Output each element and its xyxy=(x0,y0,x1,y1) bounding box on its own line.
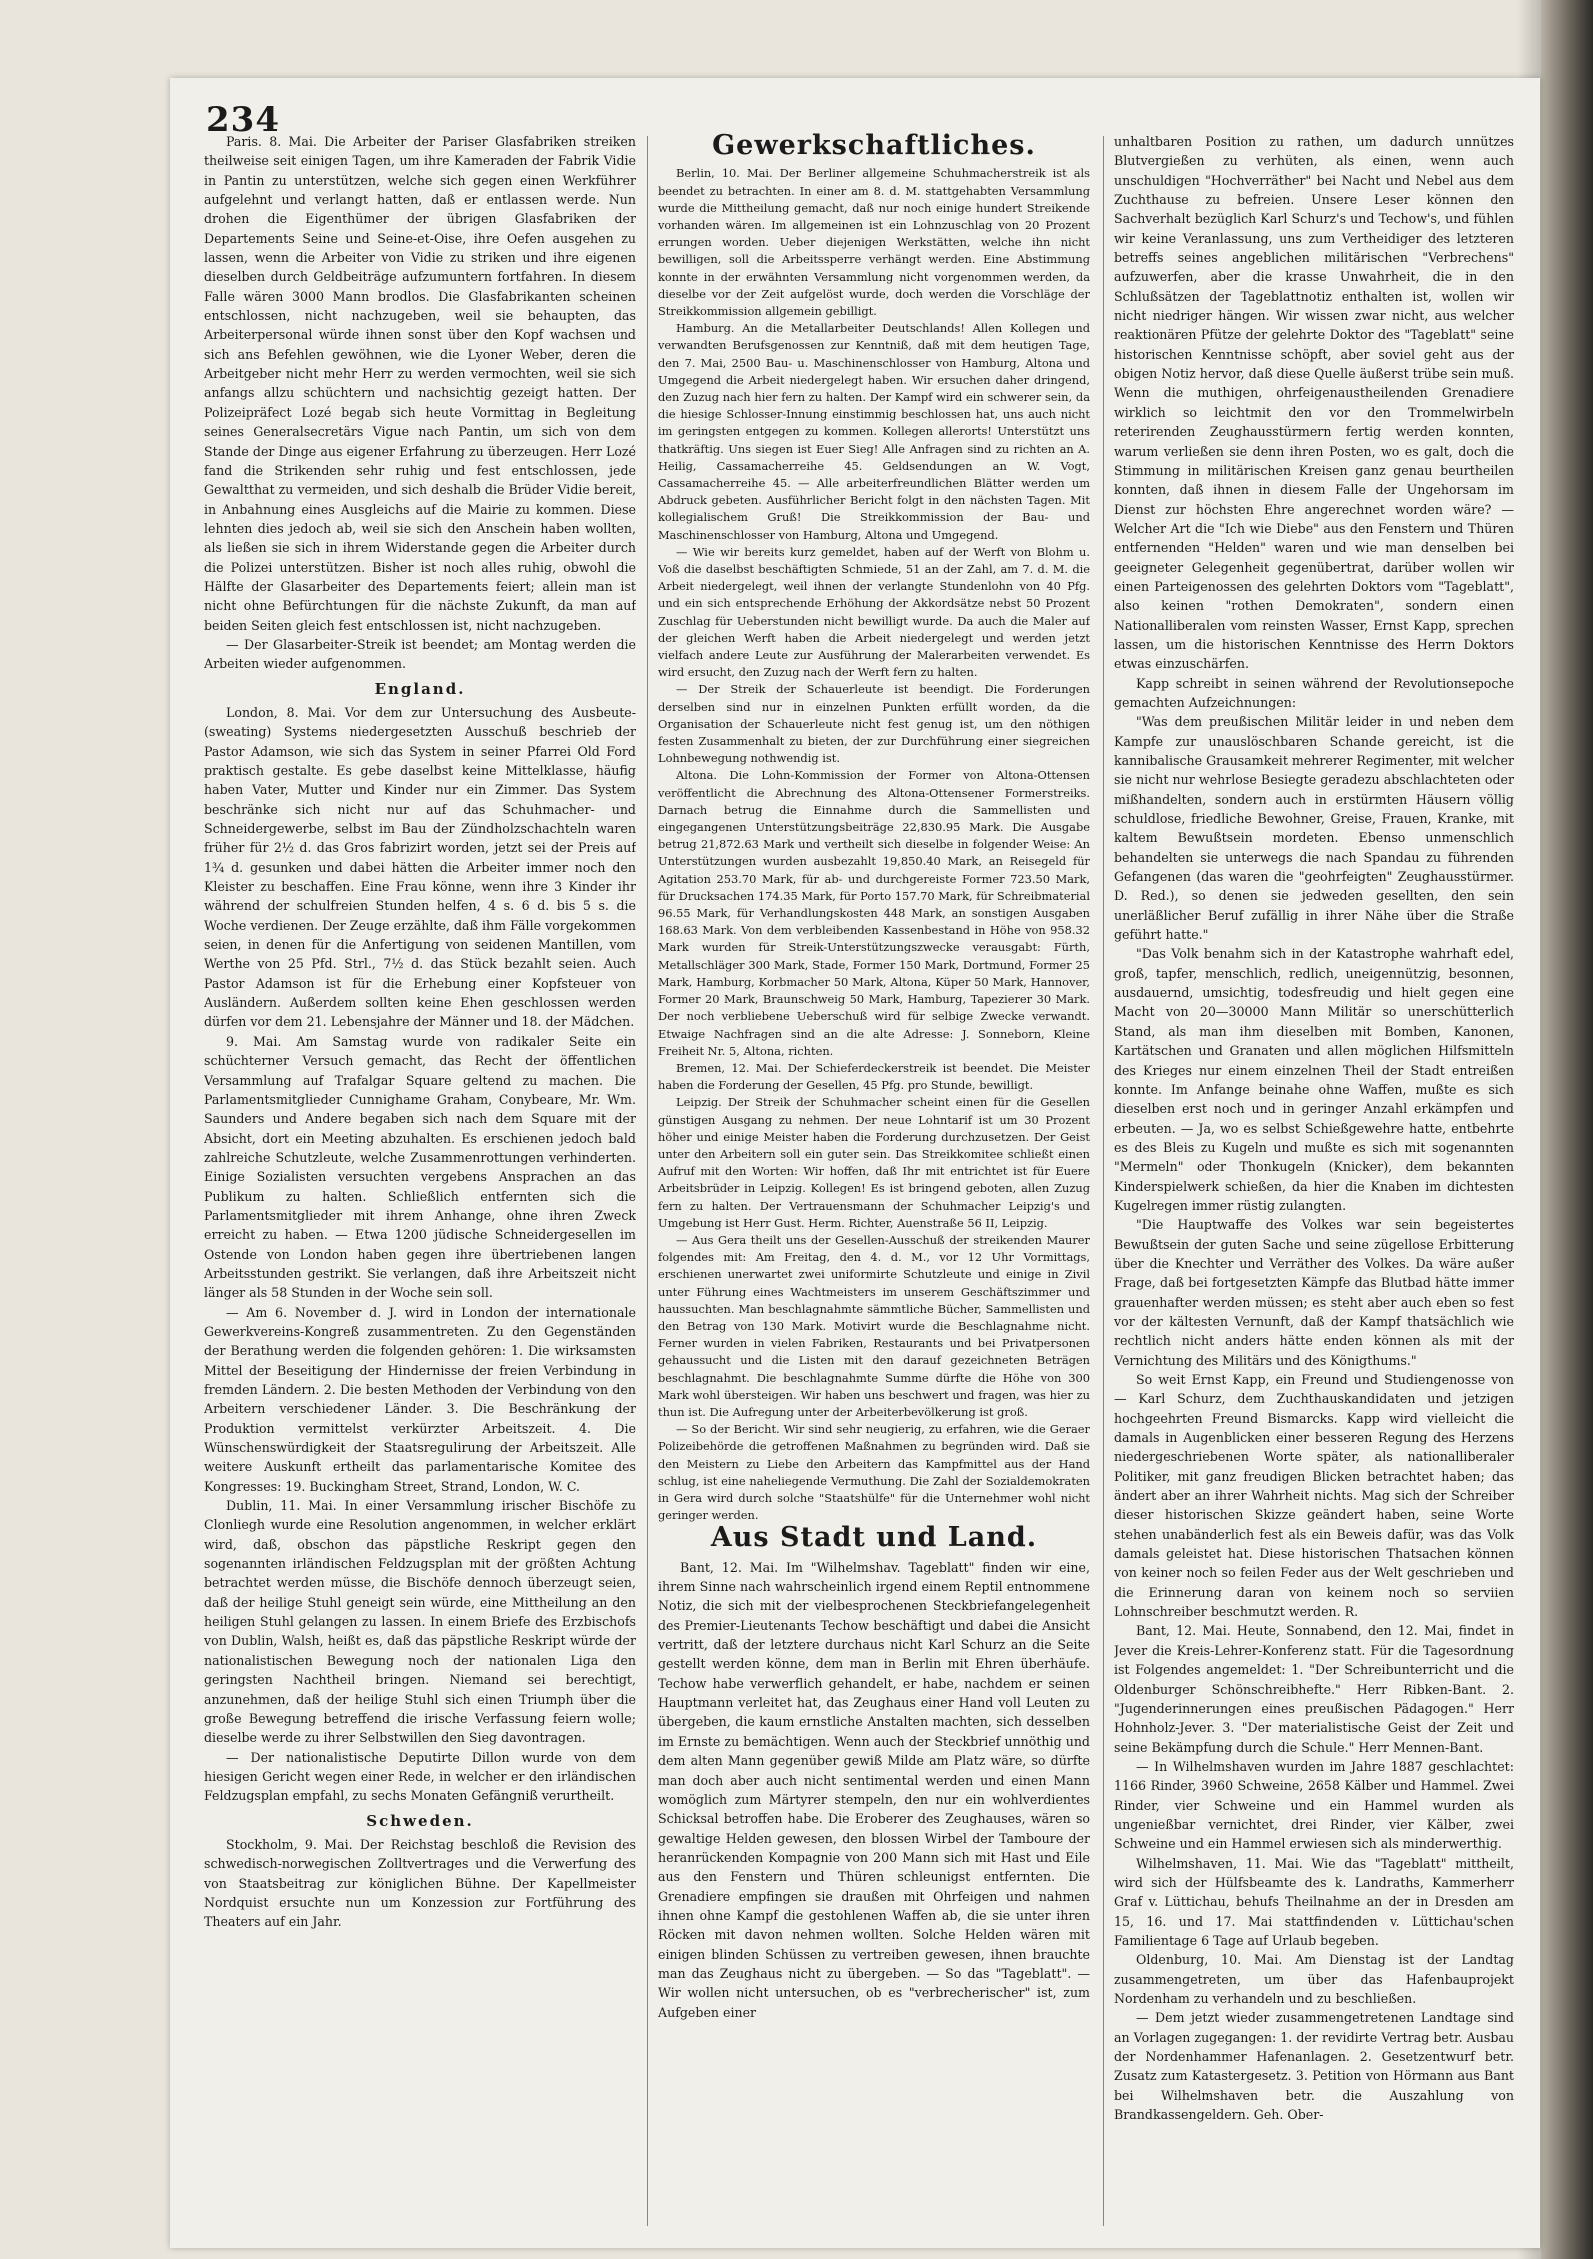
section-title-aus-stadt-und-land: Aus Stadt und Land. xyxy=(710,1522,1038,1554)
union-news-block xyxy=(658,165,1090,1524)
article-landtag: — Dem jetzt wieder zusammengetretenen Landtage sind an Vorlagen zugegangen: 1. der revidirte Vertrag betr. Ausbau der Nordenhammer Hafenanlagen. 2. Gesetzentwurf betr. Zusatz zum Katastergesetz. 3. Petition von Hörmann aus Bant bei Wilhelmshaven betr. die Auszahlung von Brandkassengeldern. Geh. Ober- xyxy=(1114,2010,1514,2123)
article-kapp-comment: So weit Ernst Kapp, ein Freund und Studiengenosse von — Karl Schurz, dem Zuchthauskandidaten und jetzigen hochgeehrten Freund Bismarcks. Kapp wird vielleicht die damals in Augenblicken einer besseren Regung des Herzens niedergeschriebenen Worte später, als nationalliberaler Politiker, mit ganz freudigen Blicken betrachtet haben; das ändert aber an ihrer Wahrheit nichts. Mag sich der Schreiber dieser historischen Skizze geändert haben, seine Worte stehen unabänderlich fest als ein Beweis dafür, was das Volk damals geleistet hat. Diese historischen Thatsachen können von keiner noch so feilen Feder aus der Welt geschrieben und die Erinnerung daran von keinem noch so serviien Lohnschreiber beschmutzt werden. R. xyxy=(1114,1372,1514,1620)
article-schlachtungen: — In Wilhelmshaven wurden im Jahre 1887 geschlachtet: 1166 Rinder, 3960 Schweine, 2658 Kälber und Hammel. Zwei Rinder, vier Schweine und ein Hammel wurden als ungenießbar vernichtet, drei Rinder, vier Kälber, zwei Schweine und ein Hammel erwiesen sich als minderwerthig. xyxy=(1114,1758,1514,1852)
article-london-9-mai: 9. Mai. Am Samstag wurde von radikaler Seite ein schüchterner Versuch gemacht, das Recht der öffentlichen Versammlung auf Trafalgar Square geltend zu machen. Die Parlamentsmitglieder Cunnighame Graham, Conybeare, Mr. Wm. Saunders und Andere begaben sich nach dem Square mit der Absicht, dort ein Meeting abzuhalten. Es erschienen jedoch bald zahlreiche Schutzleute, welche Zusammenrottungen verhinderten. Einige Sozialisten versuchten vergebens Ansprachen an das Publikum zu halten. Schließlich entfernten sich die Parlamentsmitglieder mit ihrem Anhange, ohne ihren Zweck erreicht zu haben. — Etwa 1200 jüdische Schneidergesellen im Ostende von London haben gegen ihre übertriebenen langen Arbeitsstunden gestrikt. Sie verlangen, daß ihre Arbeitszeit nicht länger als 58 Stunden in der Woche sein soll. xyxy=(204,1033,636,1301)
quote-kapp-1: "Was dem preußischen Militär leider in und neben dem Kampfe zur unauslöschbaren Schande gereicht, ist die kannibalische Grausamkeit mehrerer Regimenter, mit welcher sie nicht nur wehrlose Besiegte geradezu abschlachteten oder mißhandelten, sondern auch in erstürmten Häusern völlig schuldlose, friedliche Bewohner, Greise, Frauen, Kranke, mit kaltem Bewußtsein mordeten. Ebenso unmenschlich behandelten sie unterwegs die nach Spandau zu führenden Gefangenen (das waren die "geohrfeigten" Zeughausstürmer. D. Red.), so denen sie jedweden gesellten, den sein unerläßlicher Beruf zufällig in ihrer Nähe über die Straße geführt hatte." xyxy=(1114,714,1514,943)
article-stockholm: Stockholm, 9. Mai. Der Reichstag beschloß die Revision des schwedisch-norwegischen Zolltvertrages und die Verwerfung des von Staatsbeitrag zur königlichen Bühne. Der Kapellmeister Nordquist ersuchte nun um Konzession zur Fortführung des Theaters auf ein Jahr. xyxy=(204,1836,636,1930)
section-title-gewerkschaftliches: Gewerkschaftliches. xyxy=(712,132,1036,161)
column-rule-2 xyxy=(1103,136,1104,2226)
article-gera: — Aus Gera theilt uns der Gesellen-Ausschuß der streikenden Maurer folgendes mit: Am Freitag, den 4. d. M., vor 12 Uhr Vormittags, erschienen unerwartet zwei uniformirte Schutzleute und einige in Zivil unter Führung eines Wachtmeisters im unserem Geschäftszimmer und haussuchten. Man beschlagnahmte sämmtliche Bücher, Sammellisten und den Betrag von 130 Mark. Motivirt wurde die Beschlagnahme nicht. Ferner wurden in vielen Fabriken, Restaurants und bei Privatpersonen gehaussucht und die Listen mit den darauf gezeichneten Beträgen beschlagnahmt. Die beschlagnahmte Summe dürfte die Höhe von 300 Mark wohl übersteigen. Wir haben uns beschwert und fragen, was hier zu thun ist. Die Aufregung unter der Arbeiterbevölkerung ist groß. xyxy=(658,1232,1090,1419)
article-blohm-voss: — Wie wir bereits kurz gemeldet, haben auf der Werft von Blohm u. Voß die daselbst beschäftigten Schmiede, 51 an der Zahl, am 7. d. M. die Arbeit niedergelegt, weil ihnen der verlangte Stundenlohn von 40 Pfg. und ein sich entsprechende Erhöhung der Akkordsätze nebst 50 Prozent Zuschlag für Ueberstunden nicht bewilligt wurde. Da auch die Maler auf der gleichen Werft haben die Arbeit niedergelegt und werden jetzt vielfach andere Leute zur Ausführung der Malerarbeiten verwendet. Es wird ersucht, den Zuzug nach der Werft fern zu halten. xyxy=(658,544,1090,680)
article-oldenburg: Oldenburg, 10. Mai. Am Dienstag ist der Landtag zusammengetreten, um über das Hafenbauprojekt Nordenham zu verhandeln und zu beschließen. xyxy=(1114,1952,1514,2006)
quote-kapp-2: "Das Volk benahm sich in der Katastrophe wahrhaft edel, groß, tapfer, menschlich, redlich, uneigennützig, besonnen, ausdauernd, umsichtig, todesfreudig und hielt gegen eine Macht von 20—30000 Mann Militär so unerschütterlich Stand, als man ihm dieselben mit Bomben, Kanonen, Kartätschen und Granaten und allen möglichen Hilfsmitteln des Krieges nur einem einzelnen Theil der Stadt entreißen konnte. Im Anfange beinahe ohne Waffen, mußte es sich dieselben erst noch und in geringer Anzahl erkämpfen und erbeuten. — Ja, wo es selbst Schießgewehre hatte, entbehrte es des Bleis zu Kugeln und mußte es sich mit sogenannten "Mermeln" oder Thonkugeln (Knicker), dem bekannten Kinderspielwerk schießen, da hier die Knaben im dichtesten Kugelregen immer rüstig zulangten. xyxy=(1114,946,1514,1213)
article-congress: — Am 6. November d. J. wird in London der internationale Gewerkvereins-Kongreß zusammentreten. Zu den Gegenständen der Berathung werden die folgenden gehören: 1. Die wirksamsten Mittel der Beseitigung der Hindernisse der freien Verbindung in fremden Ländern. 2. Die besten Methoden der Verbindung von den Arbeitern verschiedener Länder. 3. Die Beschränkung der Produktion vermittelst verkürzter Arbeitszeit. 4. Die Wünschenswürdigkeit der Staatsregulirung der Arbeitszeit. Alle weitere Auskunft ertheilt das parlamentarische Komitee des Kongresses: 19. Buckingham Street, Strand, London, W. C. xyxy=(204,1304,636,1494)
column-3 xyxy=(1114,132,1514,2232)
article-bant-techow: Bant, 12. Mai. Im "Wilhelmshav. Tageblatt" finden wir eine, ihrem Sinne nach wahrscheinlich irgend einem Reptil entnommene Notiz, die sich mit der vielbesprochenen Steckbriefangelegenheit des Premier-Lieutenants Techow beschäftigt und dabei die Ansicht vertritt, daß der letztere durchaus nicht Karl Schurz an die Seite gestellt werden könne, dem man in Berlin mit Ehren überhäufe. Techow habe verwerflich gehandelt, er habe, nachdem er seinen Hauptmann verleitet hat, das Zeughaus einer Hand voll Leuten zu übergeben, die kaum ernstliche Anstalten machten, sich desselben im Ernste zu bemächtigen. Wenn auch der Steckbrief unnöthig und dem alten Mann gegenüber gewiß Milde am Platz wäre, so dürfte man doch aber auch nicht sentimental werden und einen Mann womöglich zum Märtyrer stempeln, den nur ein wohlverdientes Schicksal betroffen habe. Die Eroberer des Zeughauses, wären so gewaltige Helden gewesen, den blossen Wirbel der Tamboure der heranrückenden Kompagnie von 200 Mann sich mit Hast und Eile aus den Fenstern und Thüren schleunigst entfernten. Die Grenadiere empfingen sie draußen mit Ohrfeigen und nahmen ihnen ohne Kampf die gestohlenen Waffen ab, die sie unter ihren Röcken mit davon nehmen wollten. Solche Helden wären mit einigen blinden Schüssen zu vertreiben gewesen, ihnen brauchte man das Zeughaus nicht zu übergeben. — So das "Tageblatt". — Wir wollen nicht untersuchen, ob es "verbrecherischer" ist, zum Aufgeben einer xyxy=(658,1559,1090,2020)
article-dublin: Dublin, 11. Mai. In einer Versammlung irischer Bischöfe zu Clonliegh wurde eine Resolution angenommen, in welcher erklärt wird, daß, obschon das päpstliche Reskript gegen den sogenannten irländischen Feldzugsplan mit der größten Achtung betrachtet werden müsse, die Bischöfe dennoch überzeugt seien, daß der heilige Stuhl geneigt sein würde, eine Mittheilung an den heiligen Stuhl gelangen zu lassen. In einem Briefe des Erzbischofs von Dublin, Walsh, heißt es, daß das päpstliche Reskript würde der nationalistischen Bewegung noch der nationalen Liga den geringsten Nachtheil bringen. Niemand sei berechtigt, anzunehmen, daß der heilige Stuhl sich einen Triumph über die große Bewegung betreffend die irische Verfassung feiern wolle; dieselbe werde zu ihrer Selbstwillen den Sieg davontragen. xyxy=(204,1498,636,1746)
column-1 xyxy=(204,132,636,2232)
article-paris: Paris. 8. Mai. Die Arbeiter der Pariser Glasfabriken streiken theilweise seit einigen Tagen, um ihre Kameraden der Fabrik Vidie in Pantin zu unterstützen, welche sich gegen einen Werkführer aufgelehnt und verlangt hatten, daß er entlassen werde. Nun drohen die Eigenthümer der übrigen Glasfabriken der Departements Seine und Seine-et-Oise, ihre Oefen ausgehen zu lassen, wenn die Arbeiter von Vidie zu striken und ihre eigenen dieselben durch Geldbeiträge aufzumuntern fortfahren. In diesem Falle wären 3000 Mann brodlos. Die Glasfabrikanten scheinen entschlossen, nicht nachzugeben, weil sie behaupten, das Arbeiterpersonal würde ihnen sonst über den Kopf wachsen und sich ans Befehlen gewöhnen, wie die Lyoner Weber, deren die Arbeitgeber nicht mehr Herr zu werden vermochten, weil sie sich anfangs allzu schüchtern und nachsichtig gezeigt hatten. Der Polizeipräfect Lozé begab sich heute Vormittag in Begleitung seines Generalsecretärs Vigue nach Pantin, um sich von dem Stande der Dinge aus eigener Erfahrung zu überzeugen. Herr Lozé fand die Strikenden sehr ruhig und fest entschlossen, jede Gewaltthat zu vermeiden, und sich deshalb die Brüder Vidie bereit, in Anbahnung eines Ausgleichs auf die Mairie zu kommen. Diese lehnten dies jedoch ab, weil sie sich den Anschein haben wollten, als ließen sie sich in ihrem Widerstande gegen die Arbeiter durch die Polizei unterstützen. Bisher ist noch alles ruhig, obwohl die Hälfte der Glasarbeiter des Departements feiert; allein man ist nicht ohne Befürchtungen für die nächste Zukunft, da man auf beiden Seiten gleich fest entschlossen ist, nicht nachzugeben. xyxy=(204,134,636,633)
article-berlin: Berlin, 10. Mai. Der Berliner allgemeine Schuhmacherstreik ist als beendet zu betrachten. In einer am 8. d. M. stattgehabten Versammlung wurde die Mittheilung gemacht, daß nur noch einige hundert Streikende vorhanden wären. Im allgemeinen ist ein Lohnzuschlag von 20 Prozent errungen worden. Ueber diejenigen Werkstätten, welche ihn nicht bewilligen, soll die Arbeitssperre verhängt werden. Eine Abstimmung konnte in der erwähnten Versammlung nicht vorgenommen werden, da dieselbe vor der Zeit aufgelöst wurde, doch werden die Vorschläge der Streikkommission allgemein gebilligt. xyxy=(658,166,1090,318)
book-binding xyxy=(1541,0,1593,2259)
article-london: London, 8. Mai. Vor dem zur Untersuchung des Ausbeute- (sweating) Systems niedergesetzten Ausschuß beschrieb der Pastor Adamson, wie sich das System in seiner Pfarrei Old Ford praktisch gestalte. Es gebe daselbst keine Mittelklasse, häufig haben Vater, Mutter und Kinder nur ein Zimmer. Das System beschränke sich nicht nur auf das Schuhmacher- und Schneidergewerbe, selbst im Bau der Zündholzschachteln waren früher für 2½ d. das Gros fabrizirt worden, jetzt sei der Preis auf 1¾ d. gesunken und dabei hätten die Arbeiter immer noch den Kleister zu beschaffen. Eine Frau könne, wenn ihre 3 Kinder ihr während der schulfreien Stunden helfen, 4 s. 6 d. bis 5 s. die Woche verdienen. Der Zeuge erzählte, daß ihm Fälle vorgekommen seien, in denen für die Anfertigung von seidenen Mantillen, vom Werthe von 25 Pfd. Strl., 7½ d. das Stück bezahlt seien. Auch Pastor Adamson ist für die Erhebung einer Kopfsteuer von Ausländern. Außerdem sollten keine Ehen geschlossen werden dürfen vor dem 21. Lebensjahre der Männer und 18. der Mädchen. xyxy=(204,704,636,1030)
column-2 xyxy=(658,132,1090,2232)
article-paris-note: — Der Glasarbeiter-Streik ist beendet; am Montag werden die Arbeiten wieder aufgenommen. xyxy=(204,636,636,672)
article-hamburg: Hamburg. An die Metallarbeiter Deutschlands! Allen Kollegen und verwandten Berufsgenossen zur Kenntniß, daß mit dem heutigen Tage, den 7. Mai, 2500 Bau- u. Maschinenschlosser von Hamburg, Altona und Umgegend die Arbeit niedergelegt haben. Wir ersuchen daher dringend, den Zuzug nach hier fern zu halten. Der Kampf wird ein schwerer sein, da die hiesige Schlosser-Innung einstimmig beschlossen hat, uns auch nicht im geringsten entgegen zu kommen. Kollegen allerorts! Unterstützt uns thatkräftig. Uns siegen ist Euer Sieg! Alle Anfragen sind zu richten an A. Heilig, Cassamacherreihe 45. Geldsendungen an W. Vogt, Cassamacherreihe 45. — Alle arbeiterfreundlichen Blätter werden um Abdruck gebeten. Ausführlicher Bericht folgt in den nächsten Tagen. Mit kollegialischem Gruß! Die Streikkommission der Bau- und Maschinenschlosser von Hamburg, Altona und Umgegend. xyxy=(658,321,1090,542)
article-gera-comment: — So der Bericht. Wir sind sehr neugierig, zu erfahren, wie die Geraer Polizeibehörde die getroffenen Maßnahmen zu begründen wird. Daß sie den Meistern zu Liebe den Arbeitern das Kampfmittel aus der Hand schlug, ist eine naheliegende Vermuthung. Die Zahl der Sozialdemokraten in Gera wird durch solche "Staatshülfe" für die Unternehmer wohl nicht geringer werden. xyxy=(658,1422,1090,1523)
article-schauerleute: — Der Streik der Schauerleute ist beendigt. Die Forderungen derselben sind nur in einzelnen Punkten erfüllt worden, da die Organisation der Schauerleute nicht fest genug ist, um den nöthigen festen Zusammenhalt zu bieten, der zur Durchführung einer siegreichen Lohnbewegung nothwendig ist. xyxy=(658,682,1090,766)
section-heading-schweden: Schweden. xyxy=(366,1811,474,1830)
article-leipzig: Leipzig. Der Streik der Schuhmacher scheint einen für die Gesellen günstigen Ausgang zu nehmen. Der neue Lohntarif ist um 30 Prozent höher und einige Meister haben die Forderung durchzusetzen. Der Geist unter den Arbeitern soll ein guter sein. Das Streikkomitee schließt einen Aufruf mit den Worten: Wir hoffen, daß Ihr mit entrichtet ist für Euere Arbeitsbrüder in Leipzig. Kollegen! Es ist bringend geboten, allen Zuzug fern zu halten. Der Vertrauensmann der Schuhmacher Leipzig's und Umgebung ist Herr Gust. Herm. Richter, Auenstraße 56 II, Leipzig. xyxy=(658,1095,1090,1230)
article-bant-konferenz: Bant, 12. Mai. Heute, Sonnabend, den 12. Mai, findet in Jever die Kreis-Lehrer-Konferenz statt. Für die Tagesordnung ist Folgendes angemeldet: 1. "Der Schreibunterricht und die Oldenburger Schönschreibhefte." Herr Ribken-Bant. 2. "Jugenderinnerungen eines preußischen Pädagogen." Herr Hohnholz-Jever. 3. "Der materialistische Geist der Zeit und seine Bekämpfung durch die Schule." Herr Mennen-Bant. xyxy=(1114,1623,1514,1755)
article-wilhelmshaven: Wilhelmshaven, 11. Mai. Wie das "Tageblatt" mittheilt, wird sich der Hülfsbeamte des k. Landraths, Kammerherr Graf v. Lüttichau, behufs Theilnahme an der in Dresden am 15, 16. und 17. Mai stattfindenden v. Lüttichau'schen Familientage 6 Tage auf Urlaub begeben. xyxy=(1114,1855,1514,1948)
page-number: 234 xyxy=(206,100,280,140)
newspaper-page xyxy=(170,78,1540,2248)
article-kapp-intro: Kapp schreibt in seinen während der Revolutionsepoche gemachten Aufzeichnungen: xyxy=(1114,675,1514,710)
article-altona: Altona. Die Lohn-Kommission der Former von Altona-Ottensen veröffentlicht die Abrechnung des Altona-Ottensener Formerstreiks. Darnach betrug die Einnahme durch die Sammellisten und eingegangenen Unterstützungsbeiträge 22,830.95 Mark. Die Ausgabe betrug 21,872.63 Mark und vertheilt sich dieselbe in folgender Weise: An Unterstützungen wurden ausbezahlt 19,850.40 Mark, an Reisegeld für Agitation 253.70 Mark, für ab- und durchgereiste Former 723.50 Mark, für Drucksachen 174.35 Mark, für Porto 157.70 Mark, für Schreibmaterial 96.55 Mark, für Verhandlungskosten 448 Mark, an sonstigen Ausgaben 168.63 Mark. Von dem verbleibenden Kassenbestand in Höhe von 958.32 Mark wurden für Streik-Unterstützungszwecke verausgabt: Fürth, Metallschläger 300 Mark, Stade, Former 150 Mark, Dortmund, Former 25 Mark, Hamburg, Korbmacher 50 Mark, Altona, Küper 50 Mark, Hannover, Former 20 Mark, Braunschweig 50 Mark, Hamburg, Tapezierer 30 Mark. Der noch verbliebene Ueberschuß wird für selbige Zwecke verwandt. Etwaige Nachfragen sind an die alte Adresse: J. Sonneborn, Kleine Freiheit Nr. 5, Altona, richten. xyxy=(658,768,1090,1058)
column-rule-1 xyxy=(647,136,648,2226)
section-heading-england: England. xyxy=(374,679,466,698)
article-bremen: Bremen, 12. Mai. Der Schieferdeckerstreik ist beendet. Die Meister haben die Forderung der Gesellen, 45 Pfg. pro Stunde, bewilligt. xyxy=(658,1060,1090,1093)
article-dillon: — Der nationalistische Deputirte Dillon wurde von dem hiesigen Gericht wegen einer Rede, in welcher er den irländischen Feldzugsplan empfahl, zu sechs Monaten Gefängniß verurtheilt. xyxy=(204,1749,636,1804)
quote-kapp-3: "Die Hauptwaffe des Volkes war sein begeistertes Bewußtsein der guten Sache und seine zügellose Erbitterung über die Knechter und Verräther des Volkes. Da wäre außer Frage, daß bei fortgesetzten Kämpfe das Blutbad hätte immer grauenhafter werden müssen; es steht aber auch eben so fest vor der kältesten Vernunft, daß der Kampf thatsächlich wie rechtlich nicht anders hätte enden können als mit der Vernichtung des Militärs und des Königthums." xyxy=(1114,1217,1514,1368)
article-techow-continued: unhaltbaren Position zu rathen, um dadurch unnützes Blutvergießen zu verhüten, als einen, wenn auch unschuldigen "Hochverräther" bei Nacht und Nebel aus dem Zuchthause zu befreien. Unsere Leser können den Sachverhalt bezüglich Karl Schurz's und Techow's, und fühlen wir keine Veranlassung, uns zum Vertheidiger des letzteren betreffs seines angeblichen militärischen "Verbrechens" aufzuwerfen, aber die krasse Unwahrheit, die in den Schlußsätzen der Tageblattnotiz enthalten ist, wollen wir nicht niedriger hängen. Wir wissen zwar nicht, aus welcher reaktionären Pfütze der gelehrte Doktor des "Tageblatt" seine historischen Kenntnisse schöpft, aber soviel geht aus der obigen Notiz hervor, daß diese Quelle äußerst trübe sein muß. Wenn die muthigen, ohrfeigenaustheilenden Grenadiere wirklich so leichtmit den vor den Trommelwirbeln reterirenden Zeughausstürmern fertig werden konnten, warum verließen sie denn ihren Posten, wo es galt, doch die Stimmung in militärischen Kreisen ganz genau beurtheilen konnten, daß ihnen in diesem Falle der Ungehorsam im Dienst zur höchsten Ehre angerechnet worden wäre? — Welcher Art die "Ich wie Diebe" aus den Fenstern und Thüren entfernenden "Helden" waren und wie man denselben bei geeigneter Gelegenheit gegenübertrat, darüber wollen wir einen Parteigenossen des gelehrten Doktors vom "Tageblatt", also keinen "rothen Demokraten", sondern einen Nationalliberalen vom reinsten Wasser, Ernst Kapp, sprechen lassen, um die historischen Kenntnisse des Herrn Doktors etwas einzuschärfen. xyxy=(1114,134,1514,672)
